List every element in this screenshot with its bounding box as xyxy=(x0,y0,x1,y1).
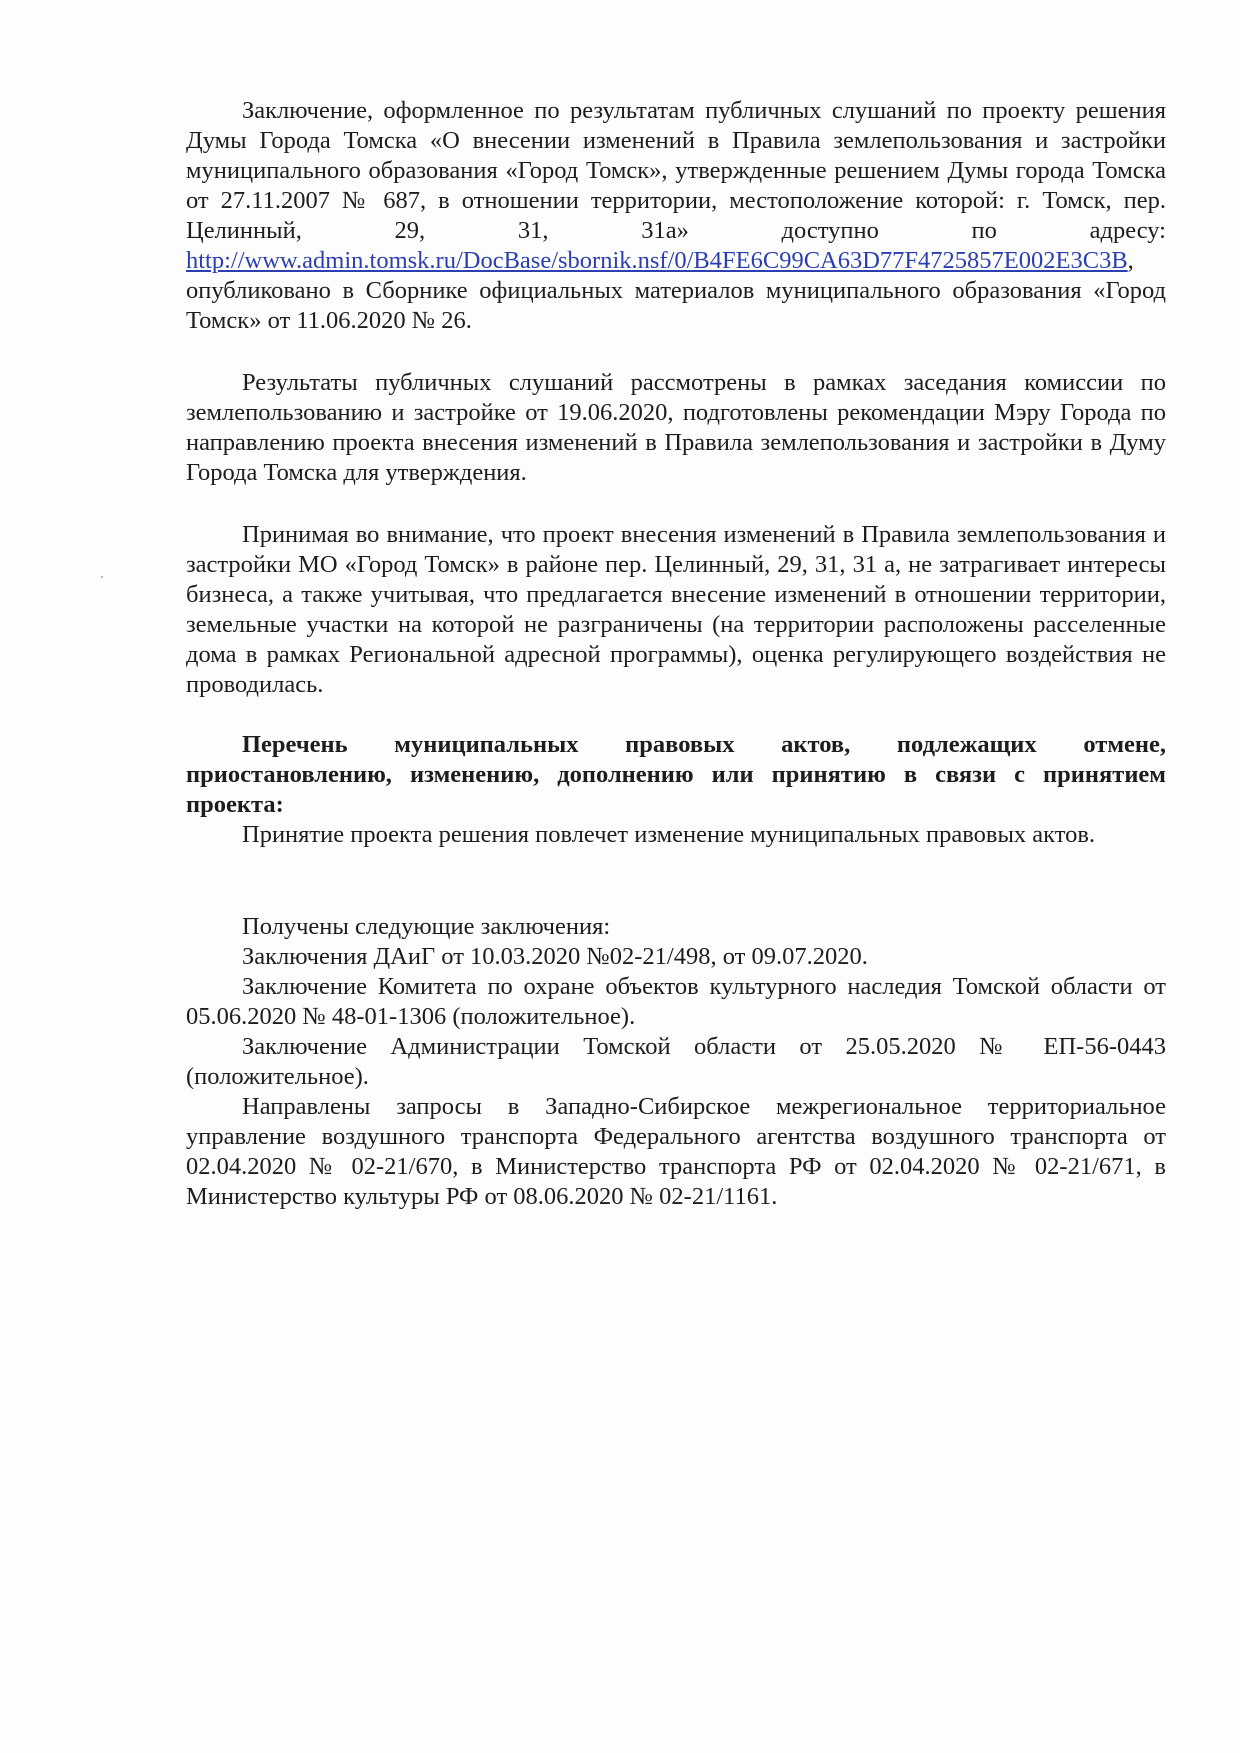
conclusion-item-requests: Направлены запросы в Западно-Сибирское межрегиональное территориальное управление воздушного транспорта Федерального агентства воздушного транспорта от 02.04.2020 № 02-21/670, в Министерство транспорта РФ от 02.04.2020 № 02-21/671, в Министерство культуры РФ от 08.06.2020 № 02-21/1161. xyxy=(186,1093,1166,1210)
regulatory-impact-paragraph: Принимая во внимание, что проект внесения изменений в Правила землепользования и застройки МО «Город Томск» в районе пер. Целинный, 29, 31, 31 а, не затрагивает интересы бизнеса, а также учитывая, что предлагается внесение изменений в отношении территории, земельные участки на которой не разграничены (на территории расположены расселенные дома в рамках Региональной адресной программы), оценка регулирующего воздействия не проводилась. xyxy=(186,521,1166,698)
acts-list-text: Принятие проекта решения повлечет изменение муниципальных правовых актов. xyxy=(242,821,1096,848)
conclusion-item-regional-administration: Заключение Администрации Томской области от 25.05.2020 № ЕП-56-0443 (положительное). xyxy=(186,1033,1166,1090)
conclusion-item-heritage-committee: Заключение Комитета по охране объектов культурного наследия Томской области от 05.06.2020 № 48-01-1306 (положительное). xyxy=(186,973,1166,1030)
conclusions-intro: Получены следующие заключения: xyxy=(242,913,611,940)
acts-list-heading: Перечень муниципальных правовых актов, подлежащих отмене, приостановлению, изменению, дополнению или принятию в связи с принятием проекта: xyxy=(186,731,1166,818)
document-body xyxy=(186,96,1166,1212)
conclusion-item-daig: Заключения ДАиГ от 10.03.2020 №02-21/498, от 09.07.2020. xyxy=(242,943,868,970)
docbase-link[interactable]: http://www.admin.tomsk.ru/DocBase/sbornik.nsf/0/B4FE6C99CA63D77F4725857E002E3C3B xyxy=(186,247,1128,274)
conclusion-text-end: , опубликовано в Сборнике официальных материалов муниципального образования «Город Томск» от 11.06.2020 № 26. xyxy=(186,247,1166,334)
hearing-results-paragraph: Результаты публичных слушаний рассмотрены в рамках заседания комиссии по землепользованию и застройке от 19.06.2020, подготовлены рекомендации Мэру Города по направлению проекта внесения изменений в Правила землепользования и застройки в Думу Города Томска для утверждения. xyxy=(186,369,1166,486)
conclusion-text-start: Заключение, оформленное по результатам публичных слушаний по проекту решения Думы Города Томска «О внесении изменений в Правила землепользования и застройки муниципального образования «Город Томск», утвержденные решением Думы города Томска от 27.11.2007 № 687, в отношении территории, местоположение которой: г. Томск, пер. Целинный, 29, 31, 31а» доступно по адресу: xyxy=(186,97,1166,244)
scan-artifact xyxy=(101,576,103,578)
conclusion-paragraph xyxy=(186,96,1166,336)
